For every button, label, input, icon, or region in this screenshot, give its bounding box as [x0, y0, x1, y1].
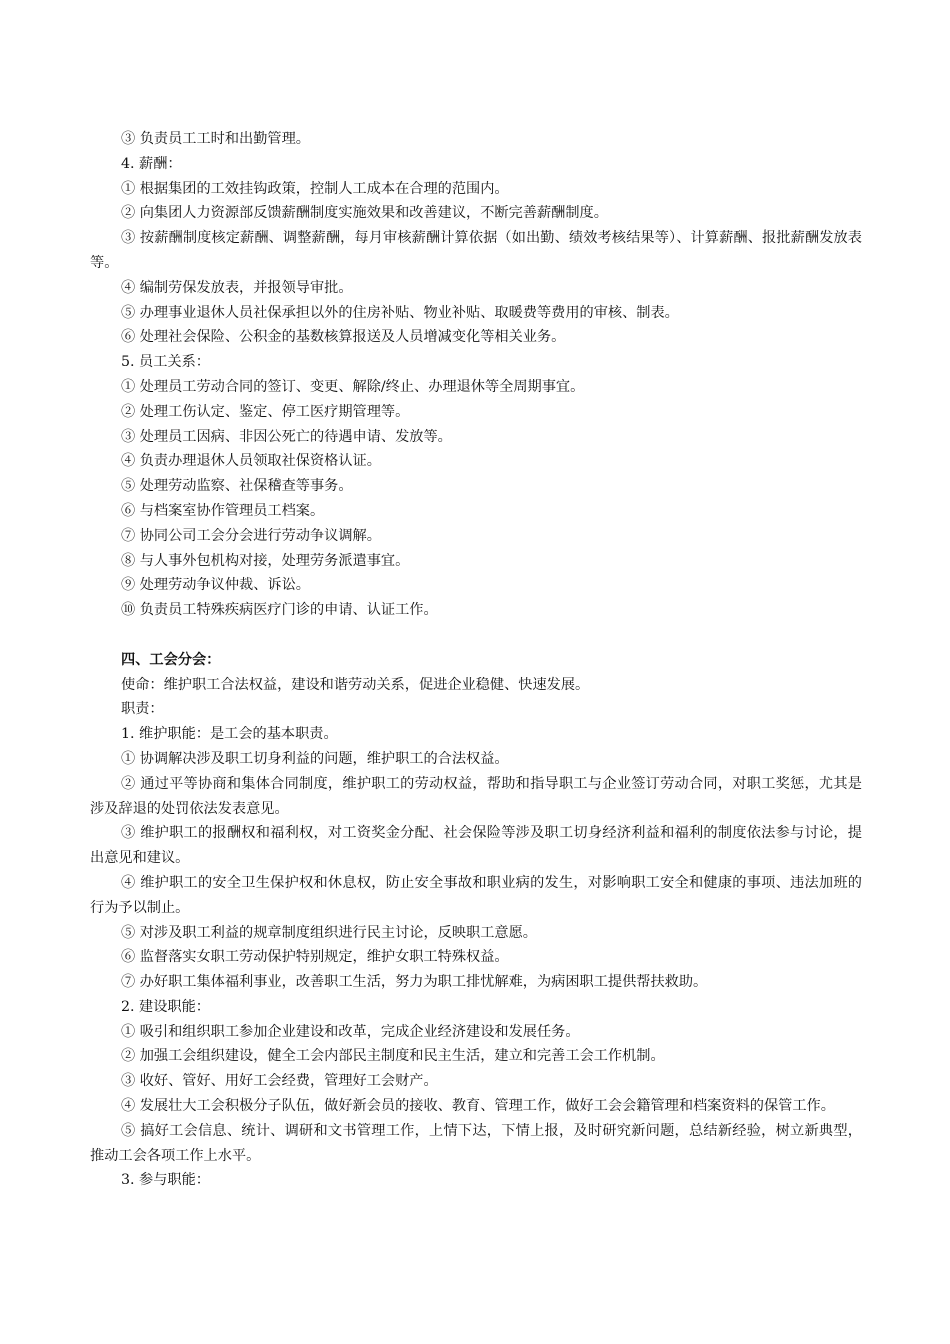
paragraph: ② 通过平等协商和集体合同制度，维护职工的劳动权益，帮助和指导职工与企业签订劳动合同，对职工奖惩，尤其是涉及辞退的处罚依法发表意见。	[90, 775, 862, 817]
text-line: ⑤ 对涉及职工利益的规章制度组织进行民主讨论，反映职工意愿。	[121, 924, 537, 941]
text-line: ③ 收好、管好、用好工会经费，管理好工会财产。	[121, 1073, 438, 1090]
text-line: 3. 参与职能：	[121, 1172, 210, 1189]
text-line: ② 加强工会组织建设，健全工会内部民主制度和民主生活，建立和完善工会工作机制。	[121, 1048, 665, 1065]
text-line: ③ 负责员工工时和出勤管理。	[121, 131, 310, 147]
document-body	[90, 127, 862, 1193]
text-line: ⑩ 负责员工特殊疾病医疗门诊的申请、认证工作。	[121, 602, 438, 619]
text-line: ② 处理工伤认定、鉴定、停工医疗期管理等。	[121, 403, 410, 420]
text-line: 使命：维护职工合法权益，建设和谐劳动关系，促进企业稳健、快速发展。	[121, 676, 590, 693]
text-line: ⑦ 协同公司工会分会进行劳动争议调解。	[121, 527, 381, 544]
paragraph: ⑤ 搞好工会信息、统计、调研和文书管理工作，上情下达，下情上报，及时研究新问题，总结新经验，树立新典型，推动工会各项工作上水平。	[90, 1122, 862, 1164]
paragraph: ③ 维护职工的报酬权和福利权，对工资奖金分配、社会保险等涉及职工切身经济利益和福利的制度依法参与讨论，提出意见和建议。	[90, 825, 862, 867]
text-line: ④ 负责办理退休人员领取社保资格认证。	[121, 453, 381, 470]
text-line: ⑨ 处理劳动争议仲裁、诉讼。	[121, 577, 310, 594]
text-line: ① 处理员工劳动合同的签订、变更、解除/终止、办理退休等全周期事宜。	[121, 378, 585, 395]
text-line: ⑤ 办理事业退休人员社保承担以外的住房补贴、物业补贴、取暖费等费用的审核、制表。	[121, 304, 679, 321]
text-line: 2. 建设职能：	[121, 998, 210, 1015]
text-line: ⑤ 处理劳动监察、社保稽查等事务。	[121, 478, 353, 495]
paragraph: ④ 发展壮大工会积极分子队伍，做好新会员的接收、教育、管理工作，做好工会会籍管理和档案资料的保管工作。	[121, 1098, 835, 1115]
section-heading: 四、工会分会：	[121, 651, 221, 668]
text-line: ① 协调解决涉及职工切身利益的问题，维护职工的合法权益。	[121, 750, 509, 767]
blank-line	[90, 623, 862, 648]
text-line: ① 吸引和组织职工参加企业建设和改革，完成企业经济建设和发展任务。	[121, 1023, 580, 1040]
text-line: ② 向集团人力资源部反馈薪酬制度实施效果和改善建议，不断完善薪酬制度。	[121, 205, 608, 222]
text-line: 1. 维护职能：是工会的基本职责。	[121, 726, 338, 743]
text-line: 5. 员工关系：	[121, 354, 210, 371]
text-line: ⑥ 处理社会保险、公积金的基数核算报送及人员增减变化等相关业务。	[121, 329, 566, 346]
text-line: ⑥ 与档案室协作管理员工档案。	[121, 502, 325, 519]
text-line: 4. 薪酬：	[121, 155, 182, 172]
paragraph: ④ 维护职工的安全卫生保护权和休息权，防止安全事故和职业病的发生，对影响职工安全和健康的事项、违法加班的行为予以制止。	[90, 874, 862, 916]
text-line: ⑧ 与人事外包机构对接，处理劳务派遣事宜。	[121, 552, 410, 569]
text-line: ⑦ 办好职工集体福利事业，改善职工生活，努力为职工排忧解难，为病困职工提供帮扶救助。	[121, 974, 708, 991]
text-line: 职责：	[121, 701, 164, 718]
paragraph: ③ 按薪酬制度核定薪酬、调整薪酬，每月审核薪酬计算依据（如出勤、绩效考核结果等）、计算薪酬、报批薪酬发放表等。	[90, 230, 862, 271]
text-line: ③ 处理员工因病、非因公死亡的待遇申请、发放等。	[121, 428, 452, 445]
text-line: ⑥ 监督落实女职工劳动保护特别规定，维护女职工特殊权益。	[121, 949, 509, 966]
text-line: ① 根据集团的工效挂钩政策，控制人工成本在合理的范围内。	[121, 180, 509, 197]
text-line: ④ 编制劳保发放表，并报领导审批。	[121, 279, 353, 296]
